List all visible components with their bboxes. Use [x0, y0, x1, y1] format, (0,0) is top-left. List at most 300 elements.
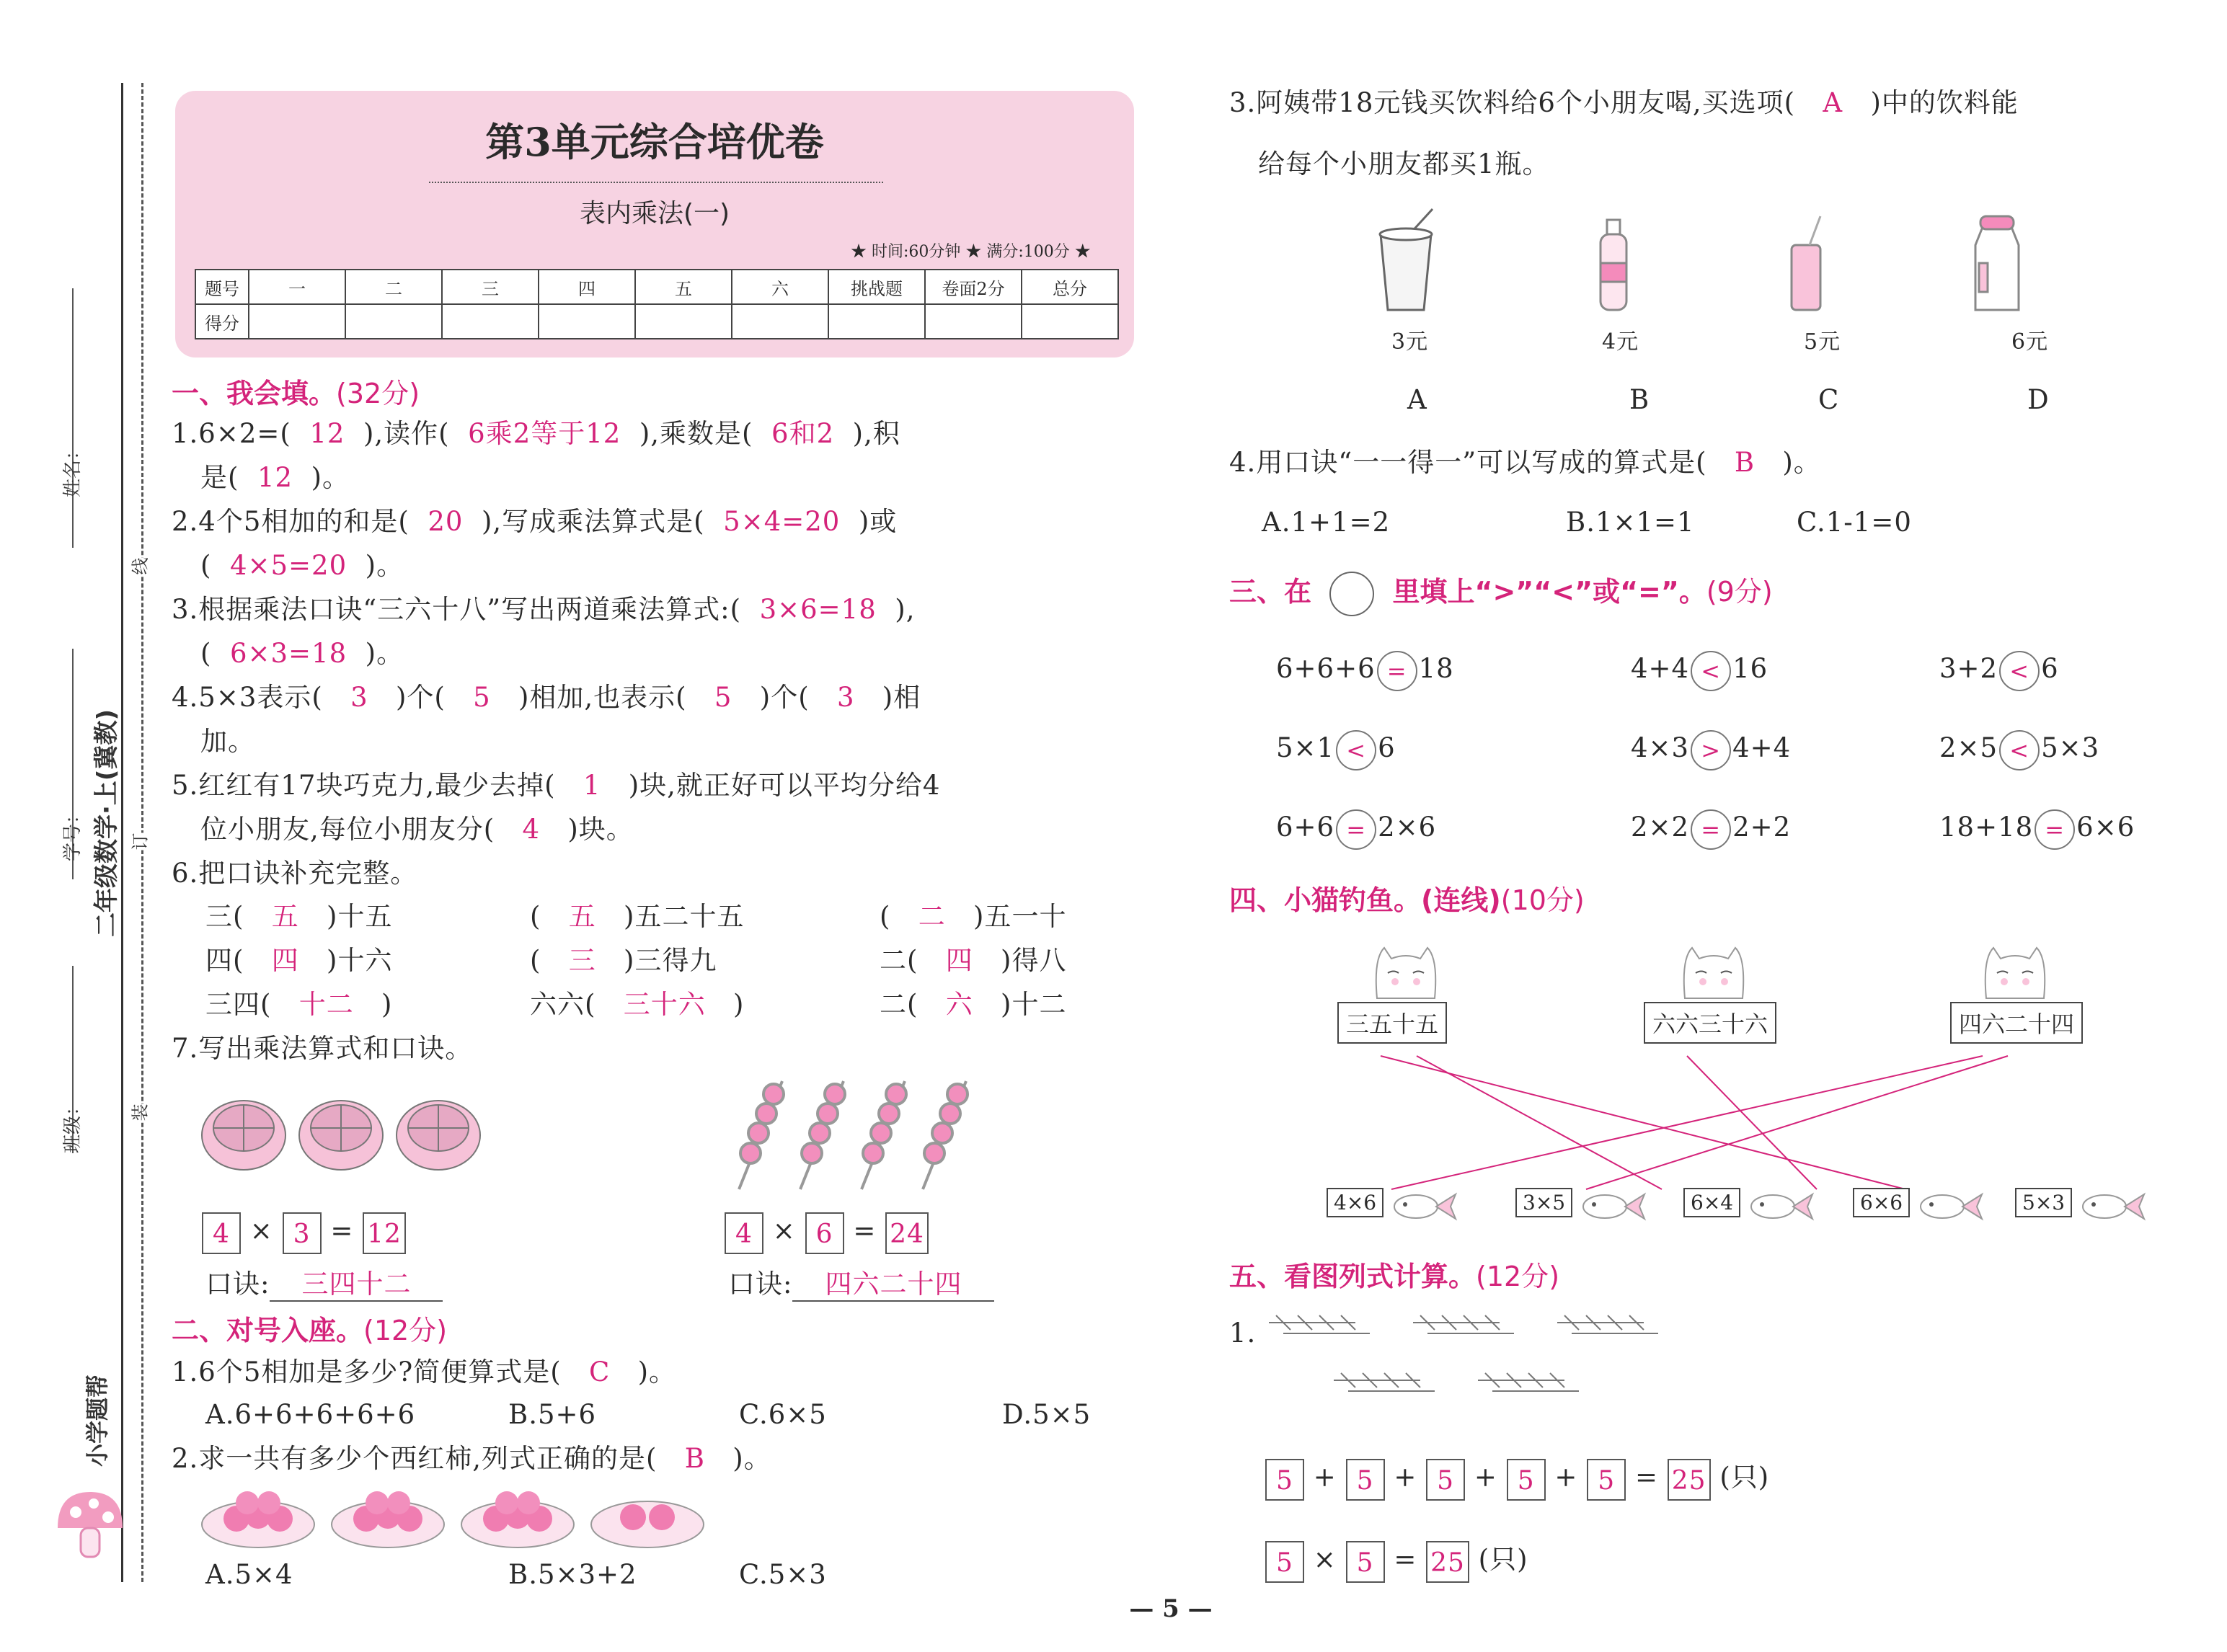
q-text: =: [853, 1215, 877, 1246]
q-text: 6+6: [1276, 812, 1335, 843]
q-text: )。: [365, 638, 404, 669]
option[interactable]: C.1-1=0: [1797, 507, 1912, 538]
unit-label: (只): [1478, 1544, 1528, 1575]
q-text: (: [530, 945, 541, 976]
compare-item: [1276, 647, 1454, 691]
answer[interactable]: 6和2: [771, 418, 835, 449]
compare-item: [1631, 647, 1768, 691]
score-cell: 挑战题: [828, 270, 925, 304]
answer[interactable]: 3: [836, 682, 855, 713]
compare-item: [1939, 806, 2135, 850]
option-letter[interactable]: A: [1407, 384, 1427, 415]
page-subtitle: 表内乘法(一): [579, 199, 730, 228]
fish-item[interactable]: [1853, 1188, 1985, 1225]
cut-mark-2: 订: [126, 833, 151, 851]
q-text: 3.阿姨带18元钱买饮料给6个小朋友喝,买选项(: [1229, 87, 1796, 118]
q-text: 3.根据乘法口诀“三六十八”写出两道乘法算式:(: [172, 594, 742, 625]
answer-box[interactable]: 3: [283, 1212, 322, 1254]
q-text: 是(: [200, 462, 239, 493]
q-text: 6+6+6: [1276, 653, 1376, 684]
option[interactable]: B.5+6: [508, 1399, 597, 1430]
compare-circle[interactable]: =: [1336, 809, 1376, 850]
compare-circle[interactable]: <: [1336, 730, 1376, 771]
q-text: =: [1394, 1544, 1417, 1575]
q7-right-koujue: [728, 1263, 994, 1306]
s2-q2: [172, 1437, 771, 1480]
dragonfly-group: [1413, 1315, 1514, 1333]
q6-item: [205, 939, 392, 982]
q-text: 1.6×2=(: [172, 418, 291, 449]
q-text: )相: [882, 682, 921, 713]
s1-q3-line2: [200, 632, 404, 675]
skewer-icon: [800, 1081, 845, 1189]
option[interactable]: D.5×5: [1002, 1399, 1092, 1430]
answer-box[interactable]: 6: [805, 1212, 844, 1254]
answer[interactable]: 1: [583, 770, 601, 801]
s1-q4-line2: 加。: [200, 726, 255, 757]
q-text: +: [1313, 1462, 1337, 1493]
q-text: )个(: [395, 682, 446, 713]
compare-circle[interactable]: <: [1999, 651, 2040, 691]
q6-item: [530, 895, 744, 938]
q6-item: [880, 983, 1066, 1026]
score-cell: 五: [635, 270, 732, 304]
option-letter[interactable]: C: [1818, 384, 1840, 415]
q-text: ×: [772, 1215, 796, 1246]
score-input[interactable]: [442, 304, 539, 339]
mooncake-icon: [299, 1101, 383, 1170]
fish-item[interactable]: [1683, 1188, 1816, 1225]
price-label: 6元: [2011, 329, 2049, 355]
section-4-points: (10分): [1500, 884, 1585, 916]
s1-q1-line2: [200, 456, 350, 499]
q-text: 6: [1378, 732, 1396, 763]
score-cell: 六: [732, 270, 828, 304]
s2-q3-line1: [1229, 81, 2019, 125]
q7-right-equation: [725, 1209, 929, 1254]
score-input[interactable]: [1022, 304, 1118, 339]
q-text: )或: [858, 506, 898, 537]
s1-q4-line1: [172, 676, 921, 719]
q-text: 2×5: [1939, 732, 1998, 763]
match-line: [1381, 1056, 1905, 1189]
class-label: 班级：: [62, 1096, 84, 1153]
answer[interactable]: 六: [945, 989, 973, 1020]
binding-sidebar: [0, 0, 151, 1652]
q-text: ),写成乘法算式是(: [481, 506, 705, 537]
answer-box[interactable]: 5: [1265, 1459, 1304, 1501]
q-text: ),: [895, 594, 916, 625]
q-text: 1.6个5相加是多少?简便算式是(: [172, 1356, 562, 1387]
matching-lines: [1298, 1049, 2127, 1193]
cut-mark-3: 装: [126, 1104, 151, 1122]
fish-label: 5×3: [2015, 1188, 2072, 1217]
q-text: 3+2: [1939, 653, 1998, 684]
s1-q3-line1: [172, 588, 915, 631]
q-text: 5×1: [1276, 732, 1335, 763]
answer[interactable]: 6乘2等于12: [468, 418, 621, 449]
dragonfly-group: [1334, 1373, 1435, 1391]
q-text: 16: [1732, 653, 1768, 684]
q-text: 4+4: [1732, 732, 1792, 763]
answer[interactable]: 3×6=18: [759, 594, 877, 625]
answer[interactable]: 三: [568, 945, 596, 976]
score-table: [195, 269, 1119, 339]
exam-meta: ★ 时间:60分钟 ★ 满分:100分 ★: [851, 243, 1091, 261]
q-text: ),读作(: [363, 418, 450, 449]
compare-circle[interactable]: =: [1377, 651, 1417, 691]
compare-item: [1276, 727, 1396, 771]
s5-addition-equation: [1265, 1456, 1769, 1501]
s1-q2-line1: [172, 500, 897, 543]
score-cell: 卷面2分: [925, 270, 1022, 304]
q7-left-koujue: [205, 1263, 443, 1306]
compare-circle[interactable]: =: [1691, 809, 1731, 850]
cat-sign[interactable]: 四六二十四: [1950, 1002, 2083, 1044]
q-text: 5×3: [2041, 732, 2100, 763]
q6-item: [880, 939, 1066, 982]
price-label: 4元: [1602, 329, 1639, 355]
circle-icon: [1329, 572, 1374, 616]
s2-q3-line2: 给每个小朋友都买1瓶。: [1258, 148, 1550, 179]
fish-label: 6×6: [1853, 1188, 1910, 1217]
q-text: )五一十: [973, 901, 1067, 932]
answer[interactable]: 5: [473, 682, 491, 713]
answer[interactable]: A: [1823, 87, 1843, 118]
score-input[interactable]: [345, 304, 442, 339]
soda-can-icon: [1792, 216, 1820, 310]
section-4-title: [1229, 878, 1585, 918]
answer[interactable]: 三十六: [623, 989, 706, 1020]
s1-q2-line2: [200, 544, 404, 587]
mooncakes-image: [198, 1092, 487, 1178]
section-5-points: (12分): [1476, 1261, 1560, 1292]
answer[interactable]: 二: [918, 901, 946, 932]
cut-mark-1: 线: [126, 558, 151, 575]
dragonfly-group: [1478, 1373, 1579, 1391]
section-3-heading-rest: 里填上“>”“<”或“=”。: [1392, 576, 1706, 608]
dragonfly-group: [1269, 1315, 1370, 1333]
compare-item: [1939, 727, 2099, 771]
fish-icon: [1387, 1189, 1459, 1225]
q-text: 口诀:: [205, 1269, 270, 1300]
compare-circle[interactable]: >: [1691, 730, 1731, 771]
answer[interactable]: 12: [257, 462, 293, 493]
answer-box[interactable]: 25: [1426, 1541, 1469, 1583]
section-5-title: [1229, 1254, 1559, 1294]
mushroom-logo-icon: [50, 1485, 130, 1564]
s2-q1: [172, 1351, 676, 1394]
option[interactable]: C.6×5: [739, 1399, 827, 1430]
section-3-points: (9分): [1706, 576, 1773, 608]
cat-icon: [1975, 937, 2055, 1002]
score-input-row: [195, 304, 1118, 339]
compare-item: [1276, 806, 1436, 850]
s1-q6-text: 6.把口诀补充完整。: [172, 858, 418, 889]
q-text: 5.红红有17块巧克力,最少去掉(: [172, 770, 556, 801]
answer[interactable]: 4×5=20: [229, 550, 347, 581]
answer[interactable]: 20: [428, 506, 464, 537]
cup-drink-icon: [1380, 209, 1433, 310]
q-text: ),乘数是(: [639, 418, 753, 449]
q6-item: [205, 983, 392, 1026]
answer[interactable]: 五: [271, 901, 299, 932]
skewer-icon: [739, 1081, 784, 1189]
answer[interactable]: 四: [945, 945, 973, 976]
answer-box[interactable]: 5: [1507, 1459, 1546, 1501]
q-text: )块,就正好可以平均分给4: [628, 770, 941, 801]
section-4-heading: 四、小猫钓鱼。(连线): [1229, 884, 1501, 916]
q-text: )。: [637, 1356, 676, 1387]
answer-box[interactable]: 24: [885, 1212, 929, 1254]
answer[interactable]: 三四十二: [270, 1269, 443, 1302]
answer-box[interactable]: 4: [725, 1212, 763, 1254]
option-letter[interactable]: B: [1629, 384, 1650, 415]
price-label: 5元: [1804, 329, 1841, 355]
score-cell: 三: [442, 270, 539, 304]
answer[interactable]: 6×3=18: [229, 638, 347, 669]
score-input[interactable]: [925, 304, 1022, 339]
tomato-plate-icon: [332, 1491, 444, 1547]
q-text: ×: [1313, 1544, 1337, 1575]
option[interactable]: B.5×3+2: [508, 1559, 637, 1590]
q-text: )。: [732, 1443, 771, 1474]
q-text: )个(: [759, 682, 810, 713]
answer-box[interactable]: 5: [1346, 1459, 1385, 1501]
q-text: ×: [249, 1215, 273, 1246]
score-cell: 题号: [195, 270, 249, 304]
answer[interactable]: 十二: [298, 989, 354, 1020]
s1-q5-line1: [172, 764, 940, 807]
score-input[interactable]: [732, 304, 828, 339]
section-1-points: (32分): [336, 378, 420, 409]
score-input[interactable]: [249, 304, 345, 339]
match-line: [1391, 1056, 1983, 1189]
score-input[interactable]: [635, 304, 732, 339]
q-text: 18: [1418, 653, 1454, 684]
q-text: 位小朋友,每位小朋友分(: [200, 814, 495, 845]
answer[interactable]: 4: [522, 814, 541, 845]
answer[interactable]: 5×4=20: [723, 506, 841, 537]
q-text: )。: [1782, 447, 1821, 478]
tomato-plates-image: [200, 1481, 705, 1553]
q-text: ): [733, 989, 745, 1020]
q6-item: [530, 983, 744, 1026]
price-label: 3元: [1391, 329, 1429, 355]
answer[interactable]: 12: [309, 418, 345, 449]
mooncake-icon: [397, 1101, 480, 1170]
tomato-plate-icon: [461, 1491, 574, 1547]
q-text: (: [880, 901, 891, 932]
water-bottle-icon: [1600, 220, 1626, 310]
answer[interactable]: 五: [568, 901, 596, 932]
fish-item[interactable]: [1515, 1188, 1648, 1225]
q-text: +: [1474, 1462, 1497, 1493]
option[interactable]: C.5×3: [739, 1559, 827, 1590]
q-text: 二(: [880, 989, 918, 1020]
student-id-label: 学号：: [62, 804, 84, 861]
score-header-row: [195, 270, 1118, 304]
compare-circle[interactable]: <: [1999, 730, 2040, 771]
milk-bottle-icon: [1975, 216, 2019, 310]
score-cell: 一: [249, 270, 345, 304]
page-title: 第3单元综合培优卷: [485, 119, 824, 165]
q6-item: [880, 895, 1066, 938]
fish-icon: [1576, 1189, 1648, 1225]
answer-box[interactable]: 5: [1587, 1459, 1626, 1501]
cat-icon: [1674, 937, 1753, 1002]
q-text: +: [1394, 1462, 1417, 1493]
fish-icon: [1913, 1189, 1985, 1225]
q-text: 18+18: [1939, 812, 2034, 843]
page-number: — 5 —: [1129, 1594, 1213, 1623]
q-text: 口诀:: [728, 1269, 793, 1300]
cat-icon: [1366, 937, 1445, 1002]
q-text: 4.用口诀“一一得一”可以写成的算式是(: [1229, 447, 1707, 478]
match-line: [1417, 1056, 1662, 1189]
q-text: 4.5×3表示(: [172, 682, 323, 713]
q-text: )。: [365, 550, 404, 581]
q-text: )五二十五: [624, 901, 745, 932]
compare-circle[interactable]: =: [2035, 809, 2075, 850]
q-text: (: [200, 638, 212, 669]
answer-box[interactable]: 12: [363, 1212, 406, 1254]
compare-item: [1631, 806, 1791, 850]
brand-label: 小学题帮: [84, 1374, 111, 1467]
q6-item: [205, 895, 392, 938]
fish-item[interactable]: [2015, 1188, 2148, 1225]
s1-q5-line2: [200, 808, 634, 851]
title-divider: [429, 182, 883, 183]
q-text: (: [530, 901, 541, 932]
q-text: (: [200, 550, 212, 581]
q-text: =: [1634, 1462, 1658, 1493]
q-text: )十五: [327, 901, 393, 932]
section-5-heading: 五、看图列式计算。: [1229, 1261, 1476, 1292]
q-text: 2×2: [1631, 812, 1690, 843]
option-letter[interactable]: D: [2027, 384, 2050, 415]
q-text: )相加,也表示(: [518, 682, 687, 713]
name-label: 姓名：: [62, 440, 84, 497]
name-field[interactable]: [72, 288, 75, 548]
answer-box[interactable]: 5: [1265, 1541, 1304, 1583]
q-text: ): [381, 989, 393, 1020]
cat-sign[interactable]: 三五十五: [1337, 1002, 1447, 1044]
compare-circle[interactable]: <: [1691, 651, 1731, 691]
mooncake-icon: [202, 1101, 285, 1170]
answer[interactable]: C: [588, 1356, 611, 1387]
option[interactable]: A.6+6+6+6+6: [205, 1399, 416, 1430]
q-text: 6×6: [2076, 812, 2135, 843]
tomato-plate-icon: [591, 1501, 704, 1547]
q-text: 四(: [205, 945, 244, 976]
q-text: 三四(: [205, 989, 272, 1020]
section-1-title: [172, 371, 420, 411]
q-text: )十二: [1001, 989, 1067, 1020]
skewer-icon: [862, 1081, 906, 1189]
option[interactable]: A.1+1=2: [1262, 507, 1391, 538]
q-text: 三(: [205, 901, 244, 932]
fish-label: 3×5: [1515, 1188, 1572, 1217]
dragonflies-image: [1254, 1308, 1687, 1424]
answer[interactable]: 四六二十四: [792, 1269, 994, 1302]
answer[interactable]: 5: [714, 682, 732, 713]
course-label: 二年级数学·上(冀教): [92, 709, 121, 937]
answer-box[interactable]: 5: [1346, 1541, 1385, 1583]
fish-icon: [1744, 1189, 1816, 1225]
fish-label: 6×4: [1683, 1188, 1740, 1217]
q-text: 4×3: [1631, 732, 1690, 763]
q-text: ),积: [852, 418, 900, 449]
drinks-image: [1366, 205, 2073, 321]
s2-q4: [1229, 441, 1821, 484]
tomato-plate-icon: [202, 1491, 314, 1547]
s1-q1-line1: [172, 412, 900, 456]
skewer-icon: [923, 1081, 968, 1189]
answer[interactable]: B: [1734, 447, 1756, 478]
option[interactable]: A.5×4: [205, 1559, 293, 1590]
q-text: =: [330, 1215, 354, 1246]
section-2-heading: 二、对号入座。: [172, 1315, 364, 1346]
answer[interactable]: B: [684, 1443, 705, 1474]
q-text: )三得九: [624, 945, 717, 976]
answer-box[interactable]: 4: [202, 1212, 241, 1254]
q6-item: [530, 939, 717, 982]
q-text: 2.4个5相加的和是(: [172, 506, 409, 537]
q-text: 六六(: [530, 989, 596, 1020]
q-text: 二(: [880, 945, 918, 976]
q-text: 4+4: [1631, 653, 1690, 684]
s5-q1-number: 1.: [1229, 1318, 1257, 1349]
s1-q7-text: 7.写出乘法算式和口诀。: [172, 1033, 473, 1064]
section-2-title: [172, 1308, 447, 1348]
s5-multiplication-equation: [1265, 1538, 1528, 1583]
section-2-points: (12分): [363, 1315, 448, 1346]
q-text: 2×6: [1378, 812, 1437, 843]
score-cell: 四: [539, 270, 635, 304]
cat-sign[interactable]: 六六三十六: [1644, 1002, 1776, 1044]
section-3-title: [1229, 569, 1773, 616]
answer-box[interactable]: 5: [1426, 1459, 1465, 1501]
score-label: 得分: [195, 304, 249, 339]
score-input[interactable]: [539, 304, 635, 339]
score-cell: 总分: [1022, 270, 1118, 304]
fish-icon: [2076, 1189, 2148, 1225]
unit-label: (只): [1719, 1462, 1770, 1493]
q-text: )。: [311, 462, 350, 493]
answer[interactable]: 3: [350, 682, 368, 713]
score-cell: 二: [345, 270, 442, 304]
answer[interactable]: 四: [271, 945, 299, 976]
compare-item: [1631, 727, 1791, 771]
section-1-heading: 一、我会填。: [172, 378, 337, 409]
option[interactable]: B.1×1=1: [1566, 507, 1695, 538]
q7-left-equation: [202, 1209, 406, 1254]
answer-box[interactable]: 25: [1668, 1459, 1711, 1501]
q-text: )中的饮料能: [1870, 87, 2019, 118]
compare-item: [1939, 647, 2059, 691]
q-text: )块。: [567, 814, 634, 845]
q-text: )得八: [1001, 945, 1067, 976]
candied-haws-image: [732, 1074, 991, 1196]
q-text: 2.求一共有多少个西红柿,列式正确的是(: [172, 1443, 658, 1474]
section-3-heading: 三、在: [1229, 576, 1312, 608]
q-text: +: [1554, 1462, 1578, 1493]
fish-item[interactable]: [1327, 1188, 1459, 1225]
q-text: 2+2: [1732, 812, 1792, 843]
score-input[interactable]: [828, 304, 925, 339]
dragonfly-group: [1557, 1315, 1658, 1333]
